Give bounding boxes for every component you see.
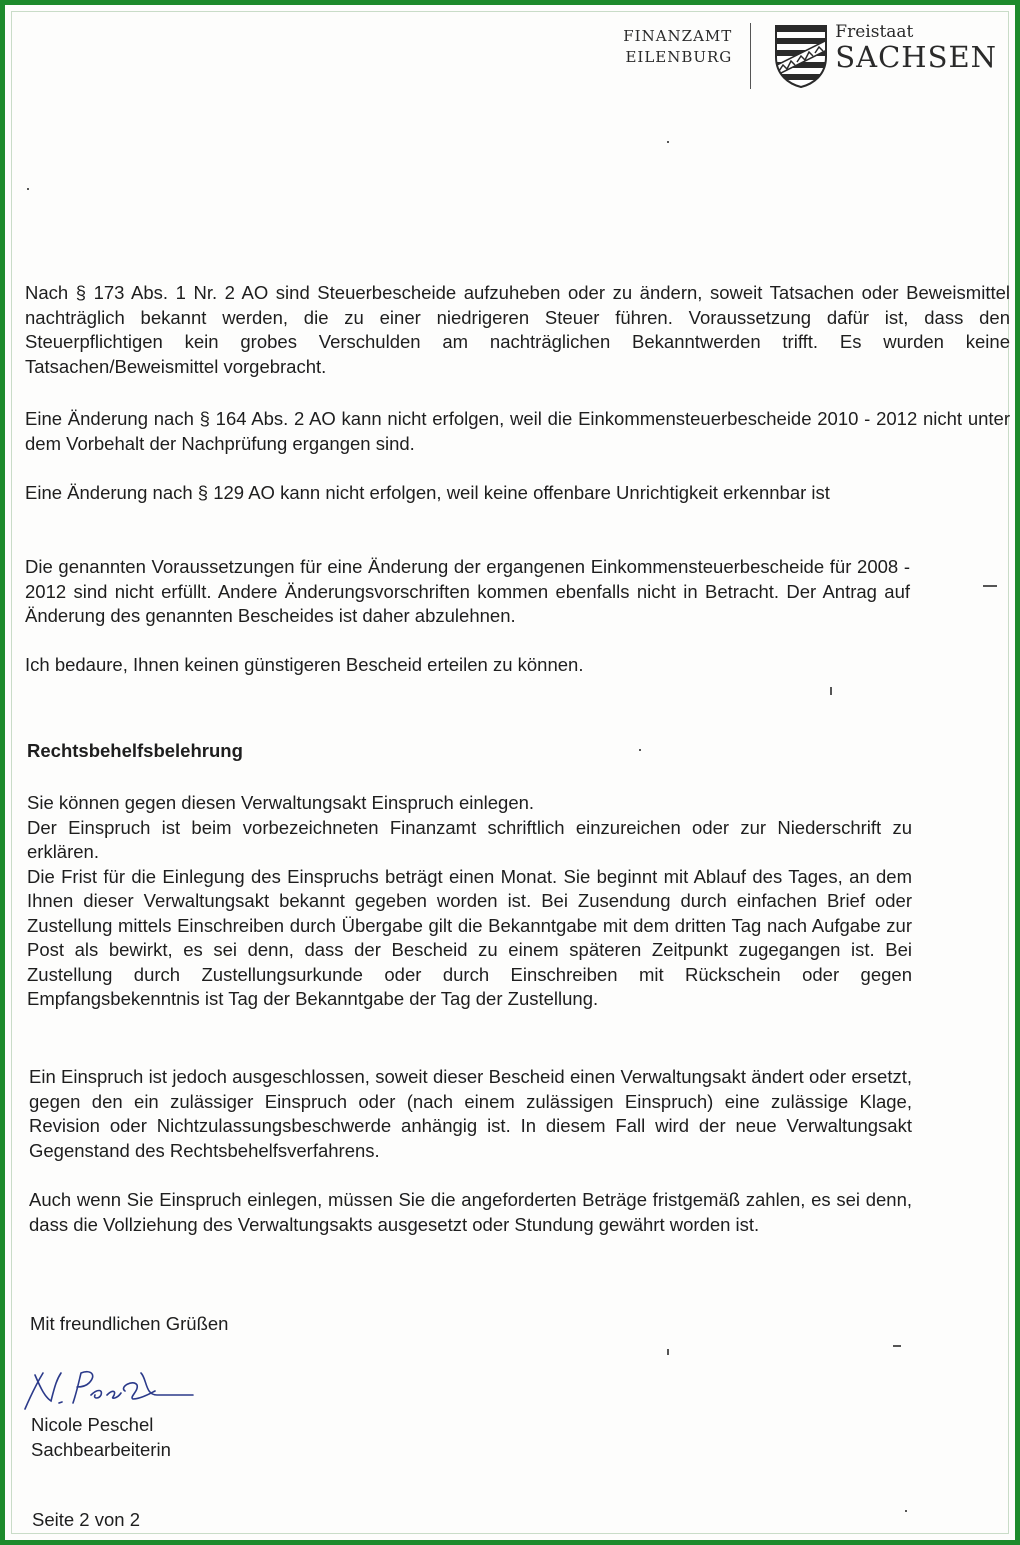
legal-line-2: Der Einspruch ist beim vorbezeichneten Finanzamt schriftlich einzureichen oder zur Niederschrift zu erklären. — [27, 816, 912, 862]
tax-office-name — [623, 26, 732, 68]
office-line-1: FINANZAMT — [623, 27, 733, 45]
legal-line-1: Sie können gegen diesen Verwaltungsakt Einspruch einlegen. — [27, 792, 535, 813]
scan-speck — [667, 141, 669, 143]
signatory-role: Sachbearbeiterin — [31, 1438, 171, 1460]
page-number: Seite 2 von 2 — [32, 1509, 140, 1530]
signatory-block — [31, 1413, 1016, 1462]
state-label-small: Freistaat — [835, 22, 914, 42]
saxony-coat-of-arms-icon — [773, 23, 829, 89]
scan-speck — [830, 687, 832, 695]
legal-line-3: Die Frist für die Einlegung des Einspruchs beträgt einen Monat. Sie beginnt mit Ablauf des Tages, an dem Ihnen dieser Verwaltungsakt bekannt gegeben worden ist. Bei Zusendung durch einfachen Brief oder Zustellung mittels Einschreiben durch Übergabe gilt die Bekanntgabe mit dem dritten Tag nach Aufgabe zur Post als bewirkt, es sei denn, dass der Bescheid zu einem späteren Zeitpunkt zugegangen ist. Bei Zustellung durch Zustellungsurkunde oder durch Einschreiben mit Rückschein oder gegen Empfangsbekenntnis ist Tag der Bekanntgabe der Tag der Zustellung. — [27, 865, 912, 1009]
legal-exclusion-paragraph: Ein Einspruch ist jedoch ausgeschlossen, soweit dieser Bescheid einen Verwaltungsakt ändert oder ersetzt, gegen den ein zulässiger Einspruch oder (nach einem zulässigen Einspruch) eine zulässige Klage, Revision oder Nichtzulassungsbeschwerde anhängig ist. In diesem Fall wird der neue Verwaltungsakt Gegenstand des Rechtsbehelfsverfahrens. — [29, 1066, 912, 1161]
legal-payment-paragraph: Auch wenn Sie Einspruch einlegen, müssen Sie die angeforderten Beträge fristgemäß zahlen, es sei denn, dass die Vollziehung des Verwaltungsakts ausgesetzt oder Stundung gewährt worden ist. — [29, 1189, 912, 1235]
letterhead-divider — [750, 23, 751, 89]
signatory-name: Nicole Peschel — [31, 1414, 154, 1435]
scan-speck — [905, 1510, 907, 1512]
paragraph-regret: Ich bedaure, Ihnen keinen günstigeren Bescheid erteilen zu können. — [25, 654, 584, 675]
scan-speck — [27, 188, 29, 190]
paragraph-conclusion: Die genannten Voraussetzungen für eine Änderung der ergangenen Einkommensteuerbescheide für 2008 - 2012 sind nicht erfüllt. Andere Änderungsvorschriften kommen ebenfalls nicht in Betracht. Der Antrag auf Änderung des genannten Bescheides ist daher abzulehnen. — [25, 556, 910, 626]
office-line-2: EILENBURG — [625, 48, 733, 66]
paragraph-173: Nach § 173 Abs. 1 Nr. 2 AO sind Steuerbescheide aufzuheben oder zu ändern, soweit Tatsachen oder Beweismittel nachträglich bekannt werden, die zu einer niedrigeren Steuer führen. Voraussetzung dafür ist, dass den Steuerpflichtigen kein grobes Verschulden am nachträglichen Bekanntwerden trifft. Es wurden keine Tatsachen/Beweismittel vorgebracht. — [25, 282, 1010, 377]
state-label-big: SACHSEN — [835, 40, 997, 74]
closing-greeting: Mit freundlichen Grüßen — [30, 1313, 229, 1334]
scan-speck — [667, 1349, 669, 1355]
paragraph-129: Eine Änderung nach § 129 AO kann nicht erfolgen, weil keine offenbare Unrichtigkeit erkennbar ist — [25, 482, 830, 503]
legal-remedy-heading: Rechtsbehelfsbelehrung — [27, 740, 243, 761]
scan-speck — [983, 585, 997, 587]
scan-speck — [639, 749, 641, 751]
legal-remedy-instructions — [27, 791, 912, 1012]
paragraph-164: Eine Änderung nach § 164 Abs. 2 AO kann nicht erfolgen, weil die Einkommensteuerbescheide 2010 - 2012 nicht unter dem Vorbehalt der Nachprüfung ergangen sind. — [25, 408, 1010, 454]
state-name — [835, 23, 997, 73]
scan-speck — [893, 1345, 901, 1347]
page-border — [11, 11, 1009, 1534]
letterhead — [623, 23, 997, 89]
handwritten-signature — [21, 1365, 201, 1415]
